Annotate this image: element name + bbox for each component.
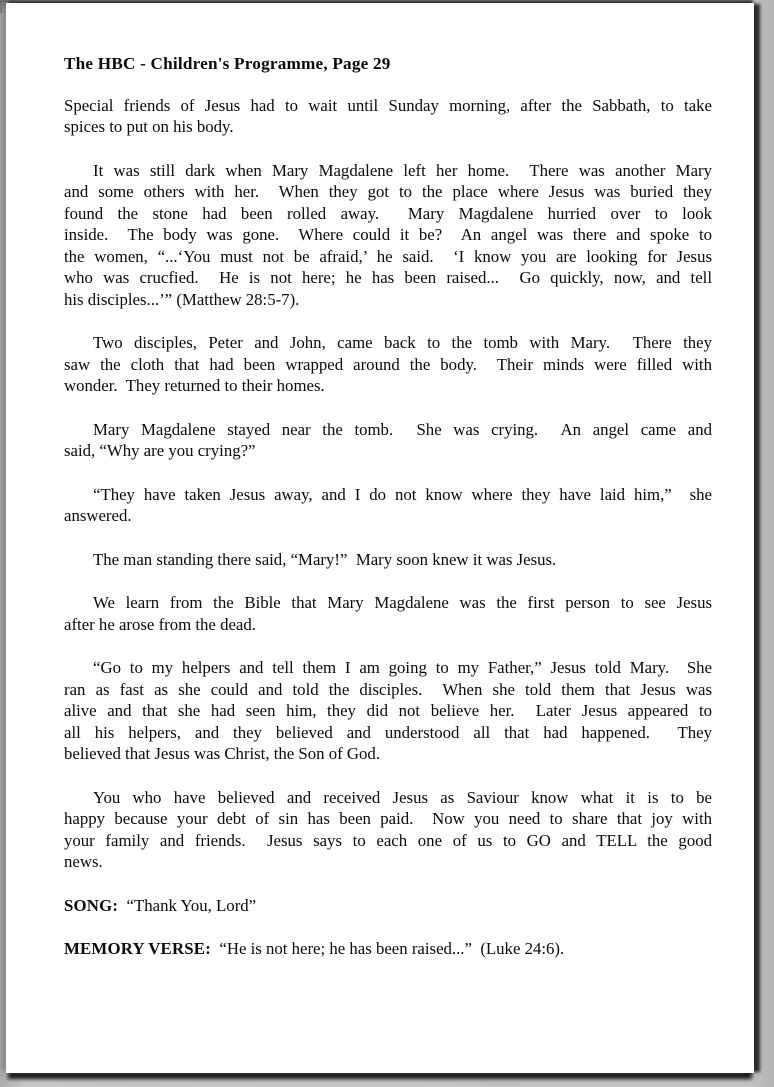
text-line: believed that Jesus was Christ, the Son of God.: [64, 744, 381, 763]
text-line: Two disciples, Peter and John, came back to the tomb with Mary. There they: [93, 333, 712, 352]
paragraph: [64, 787, 712, 873]
text-line: happy because your debt of sin has been paid. Now you need to share that joy with: [64, 809, 712, 828]
text-line: It was still dark when Mary Magdalene left her home. There was another Mary: [93, 160, 712, 180]
paragraph: [64, 160, 712, 311]
text-line: all his helpers, and they believed and understood all that had happened. They: [64, 722, 712, 742]
page-title: The HBC - Children's Programme, Page 29: [64, 54, 391, 73]
song-text: “Thank You, Lord”: [118, 895, 257, 915]
text-line: after he arose from the dead.: [64, 614, 256, 634]
text-line: The man standing there said, “Mary!” Mary soon knew it was Jesus.: [93, 549, 557, 569]
text-line: alive and that she had seen him, they did not believe her. Later Jesus appeared to: [64, 701, 712, 720]
text-line: his disciples...’” (Matthew 28:5-7).: [64, 289, 300, 309]
paragraph: [64, 657, 712, 765]
text-line: “Go to my helpers and tell them I am going to my Father,” Jesus told Mary. She: [93, 658, 712, 677]
text-line: Mary Magdalene stayed near the tomb. She was crying. An angel came and: [93, 419, 712, 439]
text-line: “They have taken Jesus away, and I do not know where they have laid him,” she: [93, 484, 712, 504]
text-line: and some others with her. When they got to the place where Jesus was buried they: [64, 182, 712, 201]
body-paragraphs: [64, 95, 712, 873]
paragraph: [64, 592, 712, 635]
text-line: inside. The body was gone. Where could it be? An angel was there and spoke to: [64, 225, 712, 244]
text-line: the women, “...‘You must not be afraid,’ he said. ‘I know you are looking for Jesus: [64, 246, 712, 266]
text-line: We learn from the Bible that Mary Magdalene was the first person to see Jesus: [93, 593, 712, 612]
paragraph: [64, 332, 712, 397]
text-line: spices to put on his body.: [64, 117, 234, 136]
text-line: You who have believed and received Jesus as Saviour know what it is to be: [93, 787, 712, 807]
paragraph: [64, 549, 712, 571]
song-label: SONG:: [64, 895, 119, 915]
text-line: found the stone had been rolled away. Mary Magdalene hurried over to look: [64, 203, 712, 223]
text-line: saw the cloth that had been wrapped around the body. Their minds were filled with: [64, 354, 712, 374]
text-line: who was crucfied. He is not here; he has been raised... Go quickly, now, and tell: [64, 268, 712, 287]
text-line: said, “Why are you crying?”: [64, 441, 256, 460]
text-line: ran as fast as she could and told the disciples. When she told them that Jesus was: [64, 679, 712, 699]
memory-verse-label: MEMORY VERSE:: [64, 939, 211, 958]
text-line: your family and friends. Jesus says to each one of us to GO and TELL the good: [64, 830, 712, 850]
paragraph: [64, 419, 712, 462]
memory-verse-text: “He is not here; he has been raised...” (Luke 24:6).: [211, 939, 565, 958]
paragraph: [64, 484, 712, 527]
document-page: [6, 3, 754, 1073]
text-line: answered.: [64, 506, 132, 525]
page-content: [64, 3, 712, 982]
text-line: Special friends of Jesus had to wait until Sunday morning, after the Sabbath, to take: [64, 95, 712, 115]
text-line: wonder. They returned to their homes.: [64, 376, 325, 395]
paragraph: [64, 95, 712, 138]
text-line: news.: [64, 852, 103, 871]
song-line: [64, 895, 712, 917]
memory-verse-line: [64, 938, 712, 960]
